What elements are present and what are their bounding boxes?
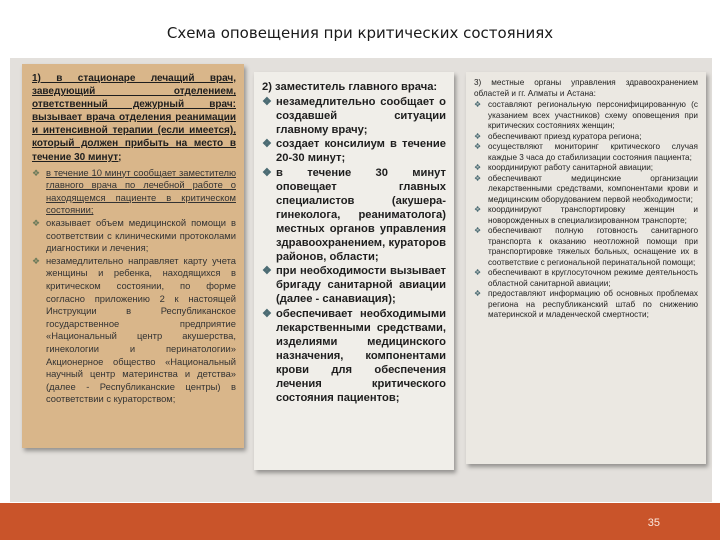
diamond-bullet-icon: ❖ bbox=[262, 138, 272, 151]
diamond-bullet-icon: ❖ bbox=[262, 166, 272, 179]
list-item: ❖ предоставляют информацию об основных проблемах региона на республиканский штаб по снижению материнской и младенческой смертности; bbox=[474, 289, 698, 319]
diamond-bullet-icon: ❖ bbox=[262, 307, 272, 320]
diamond-bullet-icon: ❖ bbox=[474, 205, 482, 214]
column-intro: 2) заместитель главного врача: bbox=[262, 81, 438, 93]
list-item: ❖ оказывает объем медицинской помощи в соответствии с клиническими протоколами диагностики и лечения; bbox=[32, 217, 236, 254]
list-item: ❖ в течение 30 минут оповещает главных специалистов (акушера-гинеколога, реаниматолога) местных органов управления здравоохранением, кураторов районов, области; bbox=[262, 166, 446, 264]
list-item: ❖ незамедлительно направляет карту учета женщины и ребенка, находящихся в критическом состоянии, по форме согласно приложению 2 к настоящей Инструкции в Республиканское государственное предприятие «Национальный центр акушерства, гинекологии и перинатологии» Акционерное общество «Национальный научный центр материнства и детства» (далее - Республиканские центры) в соответствии с кураторством; bbox=[32, 254, 236, 405]
list-item: ❖ обеспечивают приезд куратора региона; bbox=[474, 131, 642, 141]
list-item: ❖ незамедлительно сообщает о создавшей ситуации главному врачу; bbox=[262, 96, 446, 137]
diamond-bullet-icon: ❖ bbox=[32, 167, 41, 178]
diamond-bullet-icon: ❖ bbox=[474, 131, 482, 141]
column-list bbox=[474, 100, 698, 321]
diamond-bullet-icon: ❖ bbox=[474, 289, 482, 298]
column-local-authorities bbox=[466, 72, 706, 464]
list-item: ❖ обеспечивают медицинские организации лекарственными средствами, компонентами крови и медицинским оборудованием первой необходимости; bbox=[474, 173, 698, 204]
column-intro: 3) местные органы управления здравоохранением областей и гг. Алматы и Астана: bbox=[474, 78, 698, 98]
column-list bbox=[262, 95, 446, 405]
diamond-bullet-icon: ❖ bbox=[32, 218, 41, 229]
slide-title: Схема оповещения при критических состояниях bbox=[166, 24, 554, 42]
column-deputy-chief bbox=[254, 72, 454, 470]
diamond-bullet-icon: ❖ bbox=[474, 100, 482, 109]
column-hospital-doctor bbox=[22, 64, 244, 448]
list-item: ❖ осуществляют мониторинг критического случая каждые 3 часа до стабилизации состояния пациента; bbox=[474, 142, 698, 162]
diamond-bullet-icon: ❖ bbox=[474, 173, 482, 183]
footer-bar bbox=[0, 503, 720, 540]
diamond-bullet-icon: ❖ bbox=[32, 255, 41, 266]
list-item: ❖ обеспечивают в круглосуточном режиме деятельность областной санитарной авиации; bbox=[474, 268, 698, 288]
list-item: ❖ обеспечивает необходимыми лекарственными средствами, изделиями медицинского назначения, компонентами крови для обеспечения лечения критического состояния пациентов; bbox=[262, 307, 446, 405]
list-item: ❖ координируют транспортировку женщин и новорожденных в специализированном транспорте; bbox=[474, 205, 698, 225]
page-number: 35 bbox=[647, 517, 660, 529]
list-item: ❖ координируют работу санитарной авиации; bbox=[474, 163, 654, 172]
diamond-bullet-icon: ❖ bbox=[474, 268, 482, 277]
list-item: ❖ создает консилиум в течение 20-30 минут; bbox=[262, 138, 446, 165]
diamond-bullet-icon: ❖ bbox=[474, 163, 482, 172]
list-item: ❖ при необходимости вызывает бригаду санитарной авиации (далее - санавиация); bbox=[262, 265, 446, 306]
diamond-bullet-icon: ❖ bbox=[474, 226, 482, 235]
list-item: ❖ в течение 10 минут сообщает заместителю главного врача по лечебной работе о находящемся пациенте в критическом состоянии; bbox=[32, 166, 236, 216]
column-intro: 1) в стационаре лечащий врач, заведующий отделением, ответственный дежурный врач: вызывает врача отделения реанимации и интенсивной терапии (если имеется), который должен прибыть на место в течение 30 минут; bbox=[32, 73, 236, 163]
column-list bbox=[32, 167, 236, 406]
diamond-bullet-icon: ❖ bbox=[262, 265, 272, 278]
list-item: ❖ обеспечивают полную готовность санитарного транспорта к оказанию неотложной помощи при транспортировке тяжелых больных, оснащение их в соответствие с региональной перинатальной помощи; bbox=[474, 226, 698, 267]
diamond-bullet-icon: ❖ bbox=[474, 142, 482, 151]
list-item: ❖ составляют региональную персонифицированную (с указанием всех участников) схему оповещения при критических состояниях женщин; bbox=[474, 100, 698, 130]
diamond-bullet-icon: ❖ bbox=[262, 96, 272, 109]
